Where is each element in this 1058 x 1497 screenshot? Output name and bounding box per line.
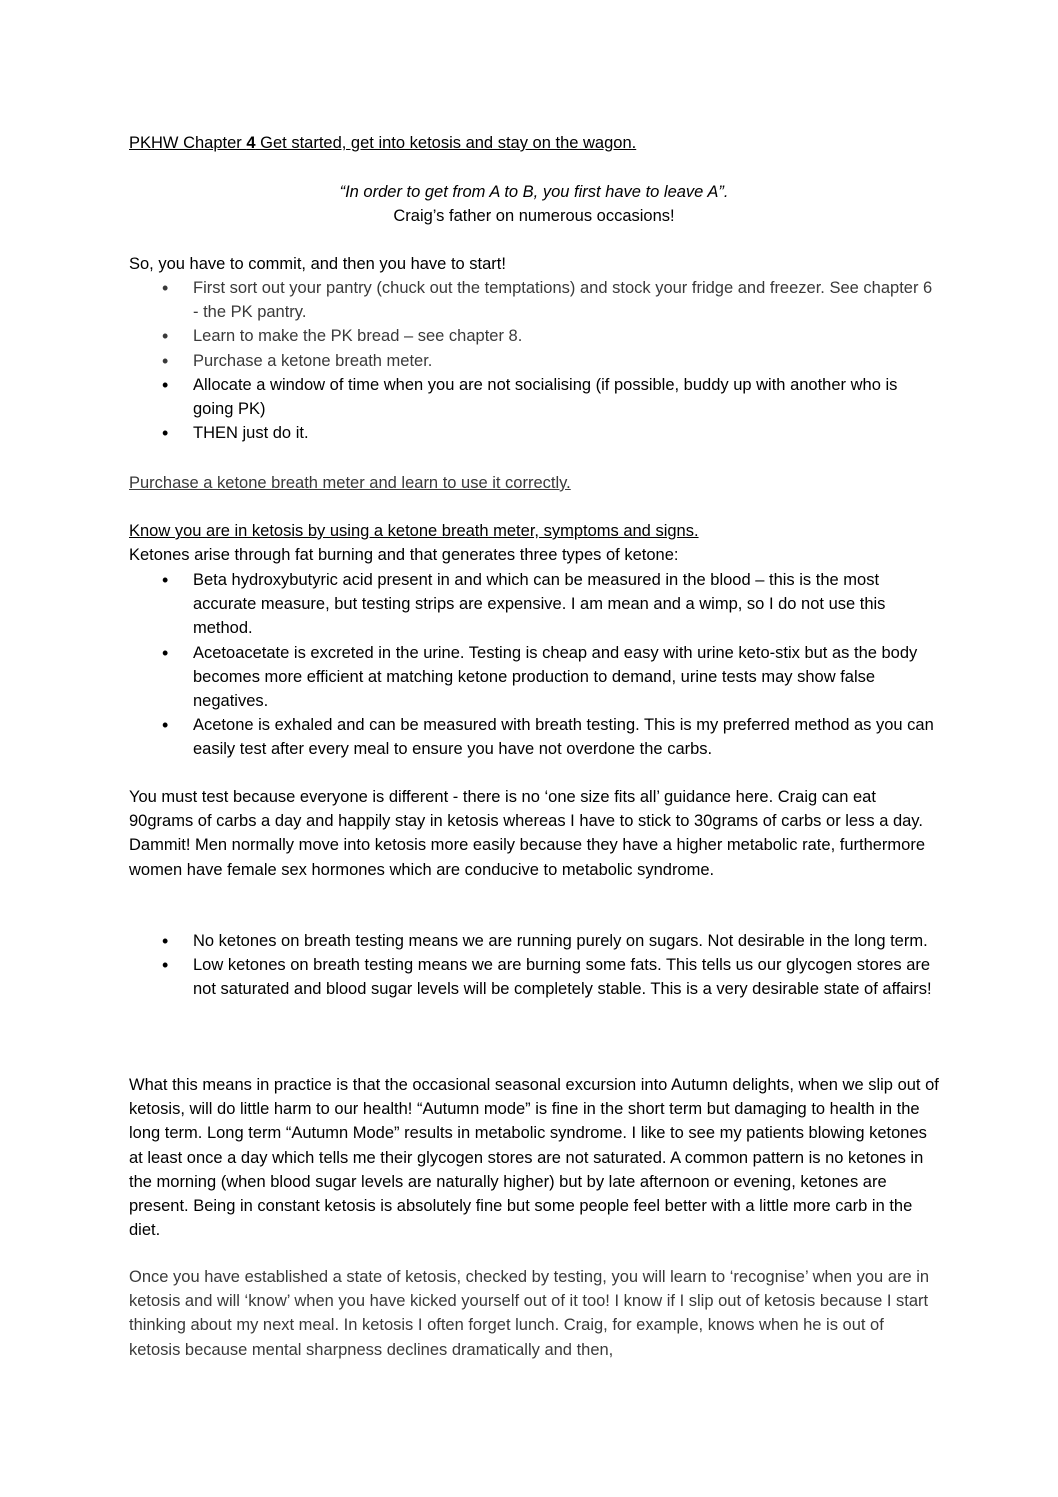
commit-list (129, 276, 939, 445)
list-item: • Beta hydroxybutyric acid present in and which can be measured in the blood – this is the most accurate measure, but testing strips are expensive. I am mean and a wimp, so I do not use this method. (129, 568, 939, 641)
list-item: • Allocate a window of time when you are not socialising (if possible, buddy up with another who is going PK) (129, 373, 939, 421)
commit-lead: So, you have to commit, and then you have to start! (129, 255, 506, 273)
ketosis-heading: Know you are in ketosis by using a ketone breath meter, symptoms and signs. (129, 522, 699, 540)
chapter-heading-prefix: PKHW Chapter (129, 134, 247, 152)
list-item: • Acetoacetate is excreted in the urine. Testing is cheap and easy with urine keto-stix but as the body becomes more efficient at matching ketone production to demand, urine tests may show false negatives. (129, 641, 939, 714)
chapter-heading-number: 4 (246, 134, 256, 152)
ketosis-lead: Ketones arise through fat burning and that generates three types of ketone: (129, 546, 679, 564)
ketone-types-list (129, 568, 939, 762)
list-item: • Acetone is exhaled and can be measured with breath testing. This is my preferred method as you can easily test after every meal to ensure you have not overdone the carbs. (129, 713, 939, 761)
list-item: • Low ketones on breath testing means we are burning some fats. This tells us our glycogen stores are not saturated and blood sugar levels will be completely stable. This is a very desirable state of affairs! (129, 953, 939, 1001)
practice-paragraph: What this means in practice is that the occasional seasonal excursion into Autumn delights, when we slip out of ketosis, will do little harm to our health! “Autumn mode” is fine in the short term but damaging to health in the long term. Long term “Autumn Mode” results in metabolic syndrome. I like to see my patients blowing ketones at least once a day which tells me their glycogen stores are not saturated. A common pattern is no ketones in the morning (when blood sugar levels are naturally higher) but by late afternoon or evening, ketones are present. Being in constant ketosis is absolutely fine but some people feel better with a little more carb in the diet. (129, 1076, 939, 1240)
chapter-heading (129, 131, 939, 155)
list-item: • Purchase a ketone breath meter. (129, 349, 939, 373)
recognise-paragraph: Once you have established a state of ketosis, checked by testing, you will learn to ‘recognise’ when you are in ketosis and will ‘know’ when you have kicked yourself out of it too! I know if I slip out of ketosis because I start thinking about my next meal. In ketosis I often forget lunch. Craig, for example, knows when he is out of ketosis because mental sharpness declines dramatically and then, (129, 1268, 930, 1359)
breath-testing-list (129, 929, 939, 1002)
list-item: • No ketones on breath testing means we are running purely on sugars. Not desirable in the long term. (129, 929, 939, 953)
list-item: • THEN just do it. (129, 421, 939, 445)
meter-heading: Purchase a ketone breath meter and learn to use it correctly. (129, 474, 571, 492)
list-item: • Learn to make the PK bread – see chapter 8. (129, 324, 939, 348)
quote-text: “In order to get from A to B, you first have to leave A”. (339, 183, 729, 201)
list-item: • First sort out your pantry (chuck out the temptations) and stock your fridge and freezer. See chapter 6 - the PK pantry. (129, 276, 939, 324)
quote-attribution: Craig’s father on numerous occasions! (393, 207, 675, 225)
chapter-heading-rest: Get started, get into ketosis and stay on the wagon. (255, 134, 637, 152)
test-paragraph: You must test because everyone is different - there is no ‘one size fits all’ guidance here. Craig can eat 90grams of carbs a day and happily stay in ketosis whereas I have to stick to 30grams of carbs or less a day. Dammit! Men normally move into ketosis more easily because they have a higher metabolic rate, furthermore women have female sex hormones which are conducive to metabolic syndrome. (129, 788, 926, 879)
